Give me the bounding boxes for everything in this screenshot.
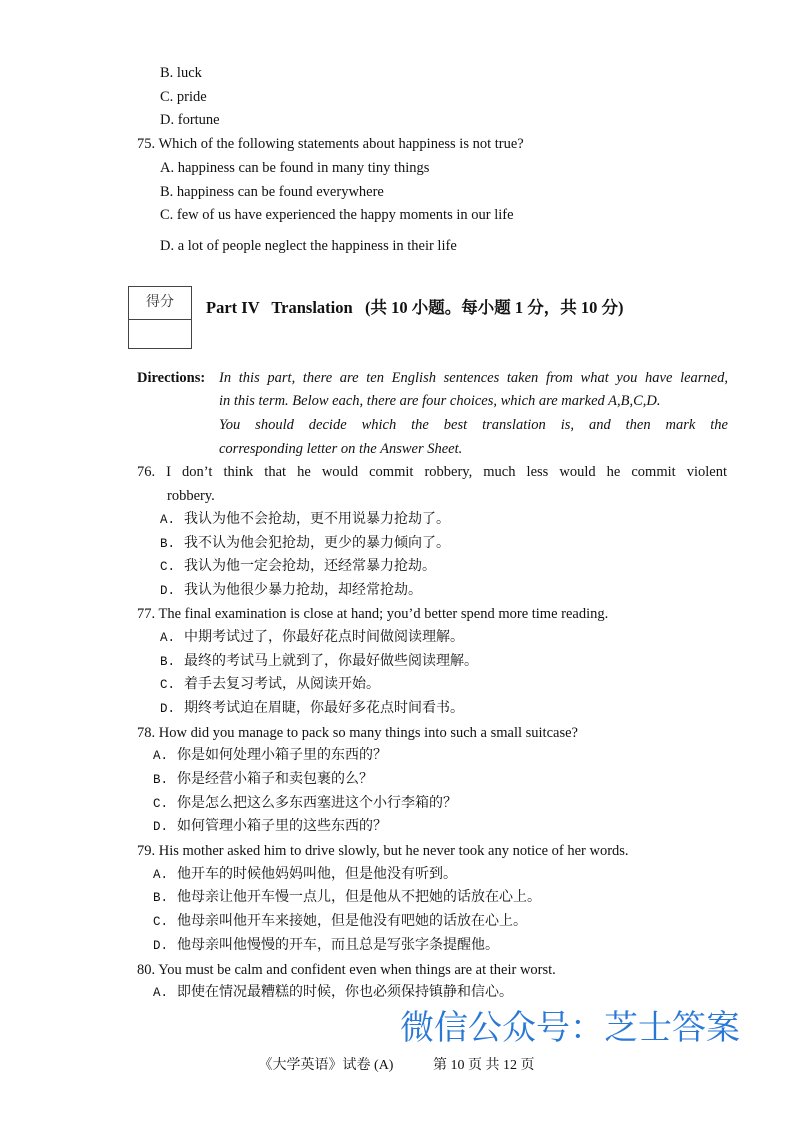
option-b [160, 64, 202, 82]
option-letter: A. [160, 513, 176, 527]
option-d [160, 700, 464, 718]
option-letter: D. [160, 702, 176, 716]
page-number: 第 10 页 共 12 页 [432, 1058, 535, 1073]
option-b [160, 535, 450, 553]
option-c [160, 676, 380, 694]
question-stem: 76. I don’t think that he would commit robbery, much less would he commit violent [137, 464, 727, 480]
option-d [160, 582, 422, 600]
option-d [153, 818, 387, 836]
directions-line: corresponding letter on the Answer Sheet. [219, 441, 463, 457]
option-letter: C. [153, 797, 169, 811]
option-c [160, 558, 436, 576]
option-letter: B. [160, 655, 176, 669]
option-letter: D. [160, 112, 175, 128]
option-letter: A. [160, 631, 176, 645]
option-letter: B. [160, 65, 174, 81]
option-letter: B. [160, 537, 176, 551]
score-label: 得分 [129, 287, 191, 320]
option-text: 我认为他很少暴力抢劫，却经常抢劫。 [184, 583, 422, 598]
option-text: 我不认为他会犯抢劫，更少的暴力倾向了。 [184, 536, 450, 551]
directions-line: in this term. Below each, there are four choices, which are marked A,B,C,D. [219, 393, 661, 409]
option-letter: C. [153, 915, 169, 929]
option-a: A. happiness can be found in many tiny things [160, 160, 430, 176]
option-a [153, 866, 457, 884]
option-b: B. happiness can be found everywhere [160, 184, 384, 200]
option-letter: D. [153, 820, 169, 834]
question-stem: 75. Which of the following statements about happiness is not true? [137, 136, 524, 152]
option-letter: D. [160, 584, 176, 598]
option-text: 中期考试过了，你最好花点时间做阅读理解。 [184, 630, 464, 645]
question-stem-cont: robbery. [167, 488, 215, 504]
option-letter: C. [160, 678, 176, 692]
score-box [128, 286, 192, 349]
option-c [153, 913, 527, 931]
directions-line: You should decide which the best translation is, and then mark the [219, 417, 728, 433]
option-letter: B. [153, 773, 169, 787]
option-text: luck [176, 65, 202, 81]
option-b [153, 771, 373, 789]
option-text: 你是如何处理小箱子里的东西的？ [177, 748, 387, 763]
page-footer [0, 1054, 793, 1074]
option-a [153, 984, 513, 1002]
option-text: fortune [177, 112, 220, 128]
option-text: 着手去复习考试，从阅读开始。 [184, 677, 380, 692]
question-stem: 79. His mother asked him to drive slowly, but he never took any notice of her words. [137, 843, 629, 859]
directions-label: Directions: [137, 370, 206, 386]
option-a [153, 747, 387, 765]
option-d [160, 111, 220, 129]
option-text: pride [176, 89, 207, 105]
exam-title: 《大学英语》试卷 (A) [258, 1058, 394, 1073]
option-text: 我认为他一定会抢劫，还经常暴力抢劫。 [184, 559, 436, 574]
option-text: 他母亲叫他慢慢的开车，而且总是写张字条提醒他。 [177, 938, 499, 953]
option-text: 即使在情况最糟糕的时候，你也必须保持镇静和信心。 [177, 985, 513, 1000]
option-c [160, 88, 207, 106]
option-text: 如何管理小箱子里的这些东西的？ [177, 819, 387, 834]
option-text: 他开车的时候他妈妈叫他，但是他没有听到。 [177, 867, 457, 882]
question-stem: 77. The final examination is close at hand; you’d better spend more time reading. [137, 606, 609, 622]
section-title: Part IV Translation (共 10 小题。每小题 1 分，共 10 分) [206, 298, 624, 317]
option-d [153, 937, 499, 955]
option-text: 他母亲让他开车慢一点儿，但是他从不把她的话放在心上。 [177, 890, 541, 905]
option-b [153, 889, 541, 907]
option-d: D. a lot of people neglect the happiness in their life [160, 238, 457, 254]
option-c: C. few of us have experienced the happy moments in our life [160, 207, 514, 223]
option-letter: A. [153, 749, 169, 763]
option-letter: A. [153, 986, 169, 1000]
option-letter: D. [153, 939, 169, 953]
option-c [153, 795, 457, 813]
option-letter: C. [160, 560, 176, 574]
option-letter: B. [153, 891, 169, 905]
question-stem: 78. How did you manage to pack so many things into such a small suitcase? [137, 725, 578, 741]
option-letter: C. [160, 89, 174, 105]
option-text: 我认为他不会抢劫，更不用说暴力抢劫了。 [184, 512, 450, 527]
question-stem: 80. You must be calm and confident even when things are at their worst. [137, 962, 556, 978]
option-a [160, 629, 464, 647]
option-text: 期终考试迫在眉睫，你最好多花点时间看书。 [184, 701, 464, 716]
option-text: 你是经营小箱子和卖包裹的么？ [177, 772, 373, 787]
directions-line: In this part, there are ten English sentences taken from what you have learned, [219, 370, 728, 386]
option-text: 他母亲叫他开车来接她，但是他没有吧她的话放在心上。 [177, 914, 527, 929]
option-text: 最终的考试马上就到了，你最好做些阅读理解。 [184, 654, 478, 669]
option-a [160, 511, 450, 529]
option-letter: A. [153, 868, 169, 882]
option-text: 你是怎么把这么多东西塞进这个小行李箱的？ [177, 796, 457, 811]
option-b [160, 653, 478, 671]
watermark: 微信公众号：芝士答案 [400, 1008, 740, 1048]
